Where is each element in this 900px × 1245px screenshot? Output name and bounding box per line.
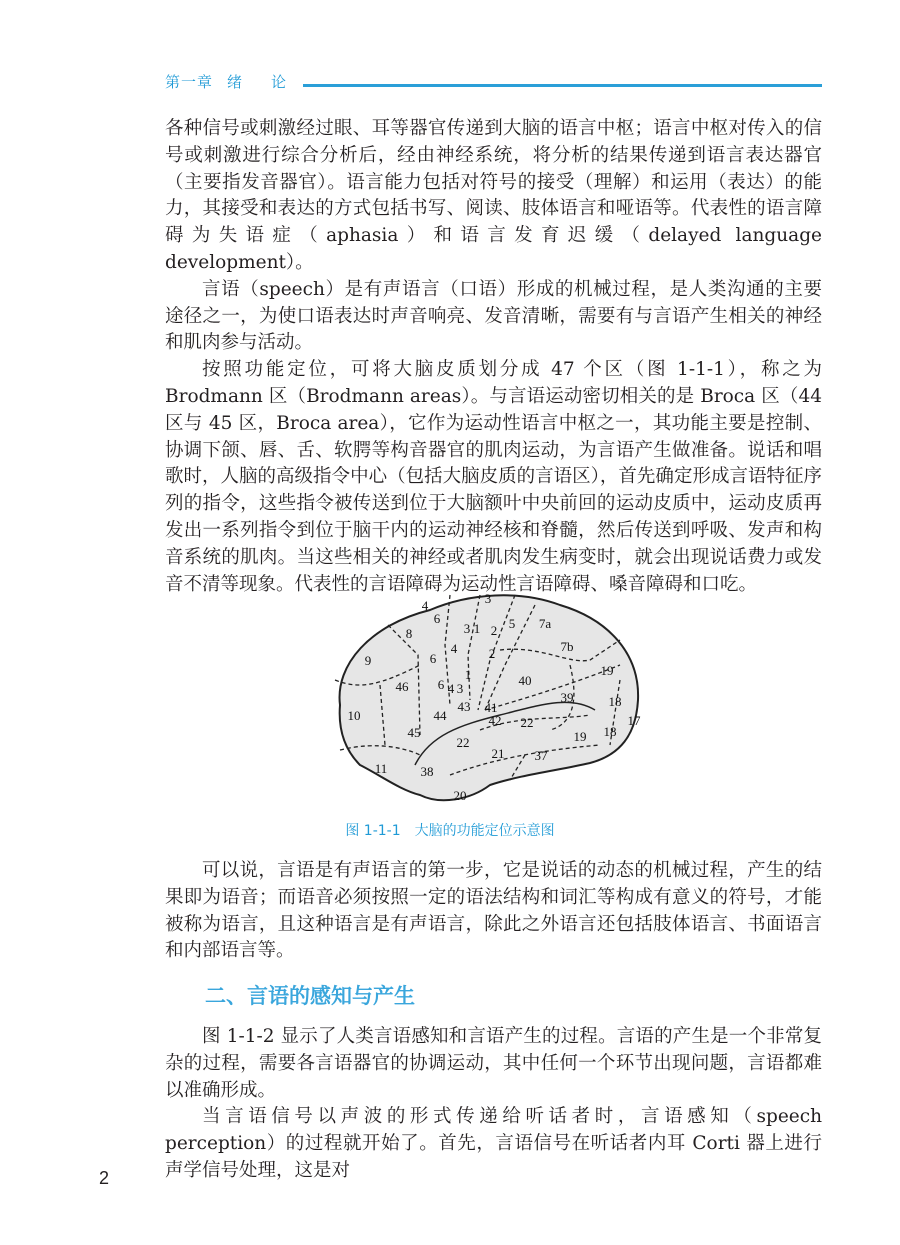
paragraph: 图 1-1-2 显示了人类言语感知和言语产生的过程。言语的产生是一个非常复杂的过程，需要各言语器官的协调运动，其中任何一个环节出现问题，言语都难以准确形成。	[165, 1026, 822, 1101]
area-label: 22	[520, 714, 534, 730]
area-label: 18	[608, 693, 622, 709]
area-label: 8	[405, 625, 413, 641]
brain-figure	[320, 585, 650, 815]
paragraph: 各种信号或刺激经过眼、耳等器官传递到大脑的语言中枢；语言中枢对传入的信号或刺激进行综合分析后，经由神经系统，将分析的结果传递到语言表达器官（主要指发音器官）。语言能力包括对符号的接受（理解）和运用（表达）的能力，其接受和表达的方式包括书写、阅读、肢体语言和哑语等。代表性的语言障碍为失语症（aphasia）和语言发育迟缓（delayed language development）。	[165, 118, 822, 273]
area-label: 43	[457, 698, 471, 714]
header-rule	[303, 84, 822, 87]
area-label: 45	[407, 724, 421, 740]
body-block-1	[165, 116, 822, 598]
area-label: 22	[456, 734, 470, 750]
area-label: 42	[488, 712, 502, 728]
area-label: 9	[364, 652, 372, 668]
chapter-title-1: 绪	[227, 73, 244, 91]
area-label: 10	[347, 707, 361, 723]
area-label: 19	[600, 662, 614, 678]
area-label: 7b	[560, 638, 574, 654]
page-number: 2	[99, 1168, 110, 1188]
area-label: 44	[433, 707, 447, 723]
area-label: 40	[518, 672, 532, 688]
area-label: 6	[437, 676, 445, 692]
area-label: 41	[484, 699, 498, 715]
area-label: 3	[456, 680, 464, 696]
running-header	[165, 71, 287, 92]
chapter-title-2: 论	[271, 73, 288, 91]
area-label: 2	[490, 622, 498, 638]
section-heading: 二、言语的感知与产生	[205, 983, 415, 1008]
area-label: 1	[464, 666, 472, 682]
area-label: 5	[508, 615, 516, 631]
paragraph: 可以说，言语是有声语言的第一步，它是说话的动态的机械过程，产生的结果即为语音；而语音必须按照一定的语法结构和词汇等构成有意义的符号，才能被称为语言，且这种语言是有声语言，除此之外语言还包括肢体语言、书面语言和内部语言等。	[165, 860, 822, 962]
area-label: 20	[453, 787, 467, 803]
area-label: 11	[374, 760, 388, 776]
area-label: 46	[395, 678, 409, 694]
area-label: 6	[433, 610, 441, 626]
area-label: 17	[627, 712, 641, 728]
area-label: 4	[450, 640, 458, 656]
area-label: 3	[463, 620, 471, 636]
area-label: 4	[421, 597, 429, 613]
figure-caption: 图 1-1-1 大脑的功能定位示意图	[345, 823, 555, 839]
body-block-3	[165, 1024, 822, 1185]
area-label: 18	[603, 723, 617, 739]
paragraph: 言语（speech）是有声语言（口语）形成的机械过程，是人类沟通的主要途径之一，为使口语表达时声音响亮、发音清晰，需要有与言语产生相关的神经和肌肉参与活动。	[165, 278, 822, 354]
area-label: 21	[491, 745, 505, 761]
paragraph: 按照功能定位，可将大脑皮质划分成 47 个区（图 1-1-1），称之为 Brodmann 区（Brodmann areas）。与言语运动密切相关的是 Broca 区（44 区与 45 区，Broca area），它作为运动性语言中枢之一，其功能主要是控制、协调下颌、唇、舌、软腭等构音器官的肌肉运动，为言语产生做准备。说话和唱歌时，人脑的高级指令中心（包括大脑皮质的言语区），首先确定形成言语特征序列的指令，这些指令被传送到位于大脑额叶中央前回的运动皮质中，运动皮质再发出一系列指令到位于脑干内的运动神经核和脊髓，然后传送到呼吸、发声和构音系统的肌肉。当这些相关的神经或者肌肉发生病变时，就会出现说话费力或发音不清等现象。代表性的言语障碍为运动性言语障碍、嗓音障碍和口吃。	[165, 359, 822, 595]
area-label: 7a	[538, 615, 552, 631]
area-label: 37	[534, 747, 548, 763]
area-label: 3	[484, 590, 492, 606]
paragraph: 当言语信号以声波的形式传递给听话者时，言语感知（speech perception）的过程就开始了。首先，言语信号在听话者内耳 Corti 器上进行声学信号处理，这是对	[165, 1106, 822, 1181]
area-label: 19	[573, 728, 587, 744]
area-label: 6	[429, 650, 437, 666]
area-label: 39	[560, 689, 574, 705]
brain-diagram	[320, 585, 650, 815]
area-label: 1	[473, 620, 481, 636]
area-label: 38	[420, 763, 434, 779]
area-label: 4	[447, 680, 455, 696]
area-label: 2	[488, 645, 496, 661]
chapter-number: 第一章	[165, 73, 214, 91]
body-block-2	[165, 858, 822, 965]
